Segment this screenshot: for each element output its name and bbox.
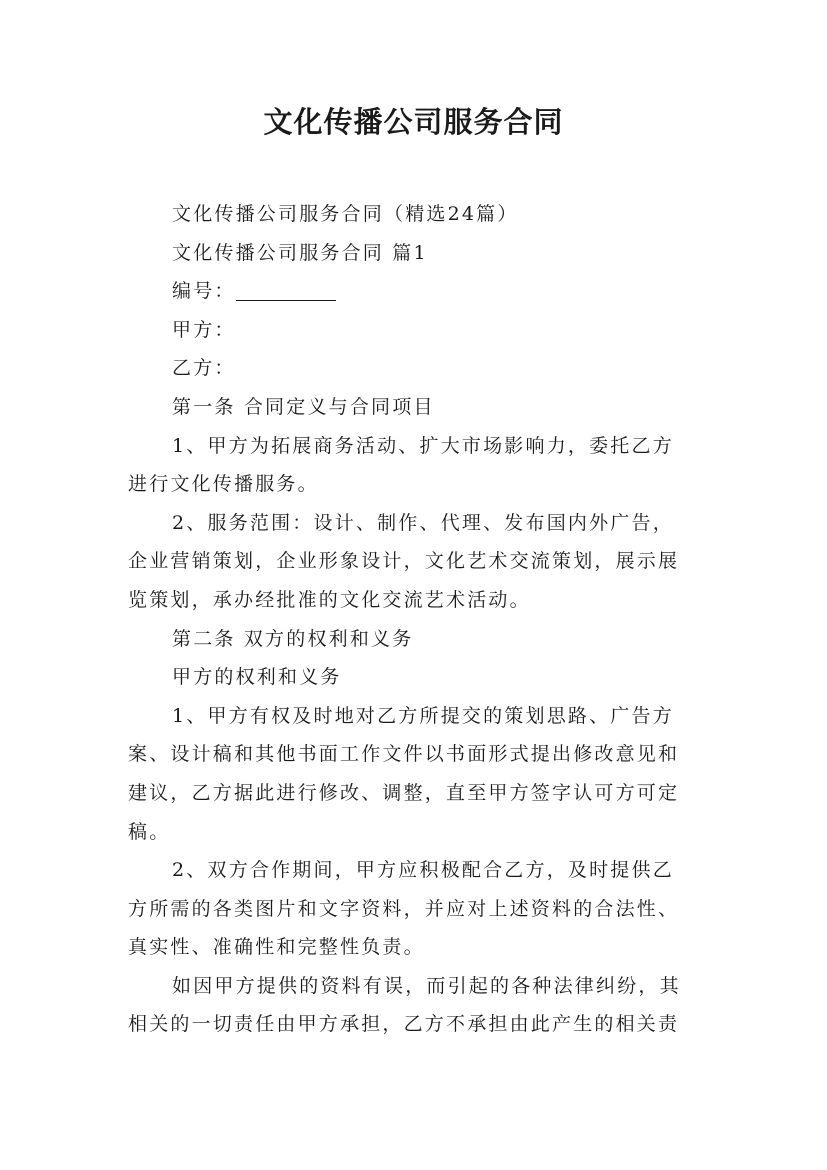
paragraph-line: 1、甲方有权及时地对乙方所提交的策划思路、广告方	[172, 704, 674, 727]
section1-heading: 第一条 合同定义与合同项目	[172, 395, 435, 418]
paragraph-line: 建议，乙方据此进行修改、调整，直至甲方签字认可方可定	[128, 781, 680, 804]
paragraph-line: 2、双方合作期间，甲方应积极配合乙方，及时提供乙	[172, 859, 674, 882]
number-blank-line	[236, 280, 336, 301]
party-a-rights-heading: 甲方的权利和义务	[172, 666, 342, 689]
paragraph-line: 真实性、准确性和完整性负责。	[128, 936, 425, 959]
section2-heading: 第二条 双方的权利和义务	[172, 627, 414, 650]
paragraph-line: 2、服务范围：设计、制作、代理、发布国内外广告，	[172, 511, 674, 534]
document-body	[128, 195, 706, 1044]
paragraph-line: 览策划，承办经批准的文化交流艺术活动。	[128, 588, 531, 611]
paragraph-line: 方所需的各类图片和文字资料，并应对上述资料的合法性、	[128, 897, 680, 920]
number-field	[128, 272, 706, 311]
paragraph-line: 进行文化传播服务。	[128, 473, 319, 496]
number-label: 编号：	[172, 280, 236, 303]
paragraph-line: 相关的一切责任由甲方承担，乙方不承担由此产生的相关责	[128, 1013, 680, 1036]
paragraph-line: 案、设计稿和其他书面工作文件以书面形式提出修改意见和	[128, 743, 680, 766]
document-title: 文化传播公司服务合同	[263, 105, 564, 139]
article-heading: 文化传播公司服务合同 篇1	[172, 241, 428, 264]
paragraph-line: 企业营销策划，企业形象设计，文化艺术交流策划，展示展	[128, 550, 680, 573]
party-b-label: 乙方：	[172, 357, 236, 380]
paragraph-line: 1、甲方为拓展商务活动、扩大市场影响力，委托乙方	[172, 434, 674, 457]
paragraph-line: 稿。	[128, 820, 171, 843]
paragraph-line: 如因甲方提供的资料有误，而引起的各种法律纠纷，其	[172, 974, 681, 997]
document-subtitle: 文化传播公司服务合同（精选24篇）	[172, 203, 519, 225]
party-a-label: 甲方：	[172, 318, 236, 341]
